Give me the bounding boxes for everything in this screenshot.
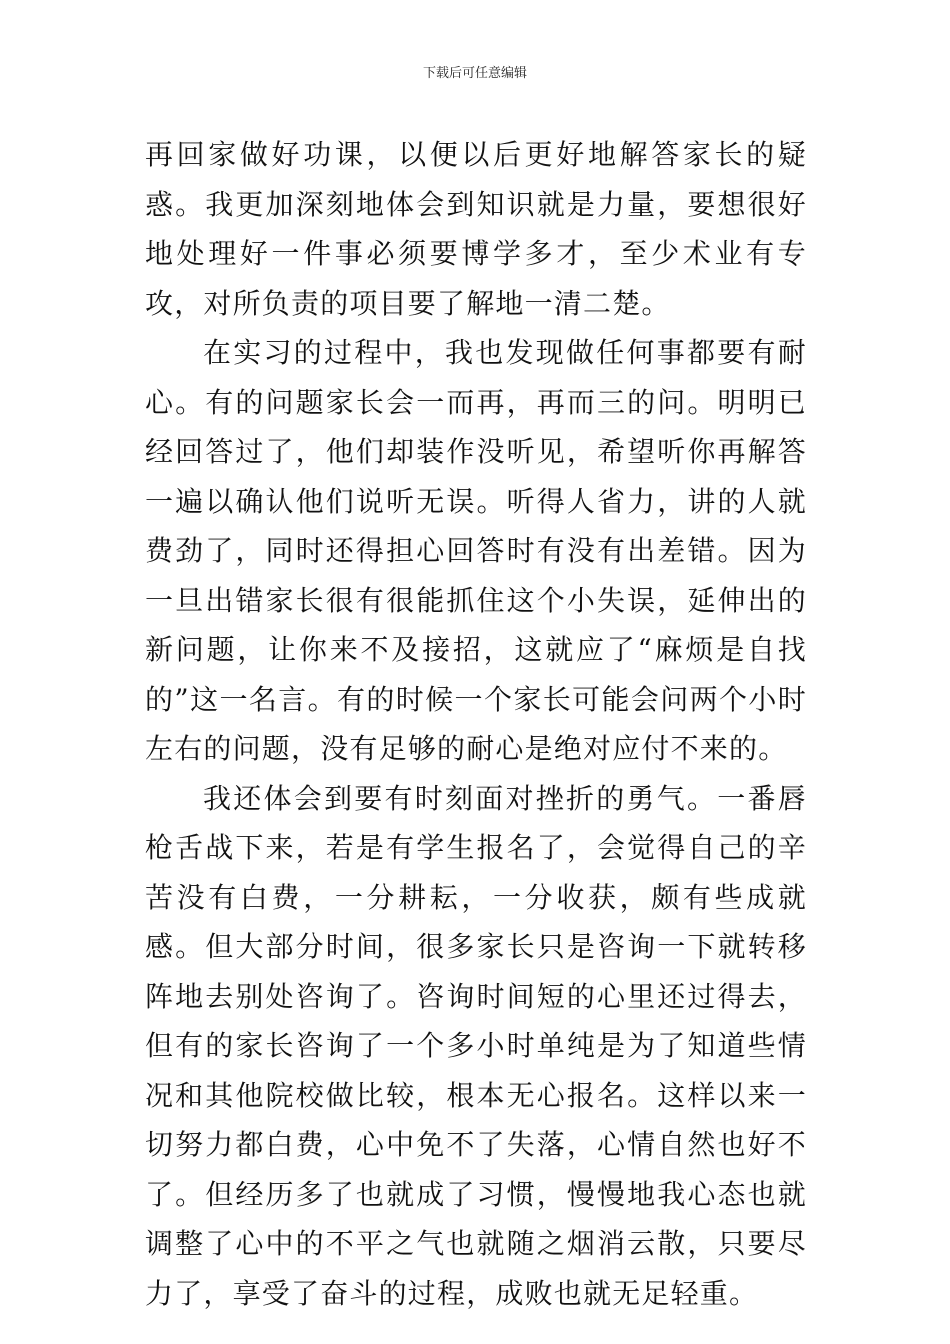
document-body bbox=[145, 130, 807, 1318]
paragraph-2: 在实习的过程中，我也发现做任何事都要有耐心。有的问题家长会一而再，再而三的问。明明已经回答过了，他们却装作没听见，希望听你再解答一遍以确认他们说听无误。听得人省力，讲的人就费劲了，同时还得担心回答时有没有出差错。因为一旦出错家长很有很能抓住这个小失误，延伸出的新问题，让你来不及接招，这就应了“麻烦是自找的”这一名言。有的时候一个家长可能会问两个小时左右的问题，没有足够的耐心是绝对应付不来的。 bbox=[145, 336, 807, 765]
paragraph-1: 再回家做好功课，以便以后更好地解答家长的疑惑。我更加深刻地体会到知识就是力量，要想很好地处理好一件事必须要博学多才，至少术业有专攻，对所负责的项目要了解地一清二楚。 bbox=[145, 138, 807, 320]
page-header: 下载后可任意编辑 bbox=[422, 66, 527, 81]
paragraph-3: 我还体会到要有时刻面对挫折的勇气。一番唇枪舌战下来，若是有学生报名了，会觉得自己的辛苦没有白费，一分耕耘，一分收获，颇有些成就感。但大部分时间，很多家长只是咨询一下就转移阵地去别处咨询了。咨询时间短的心里还过得去，但有的家长咨询了一个多小时单纯是为了知道些情况和其他院校做比较，根本无心报名。这样以来一切努力都白费，心中免不了失落，心情自然也好不了。但经历多了也就成了习惯，慢慢地我心态也就调整了心中的不平之气也就随之烟消云散，只要尽力了，享受了奋斗的过程，成败也就无足轻重。 bbox=[145, 781, 807, 1310]
